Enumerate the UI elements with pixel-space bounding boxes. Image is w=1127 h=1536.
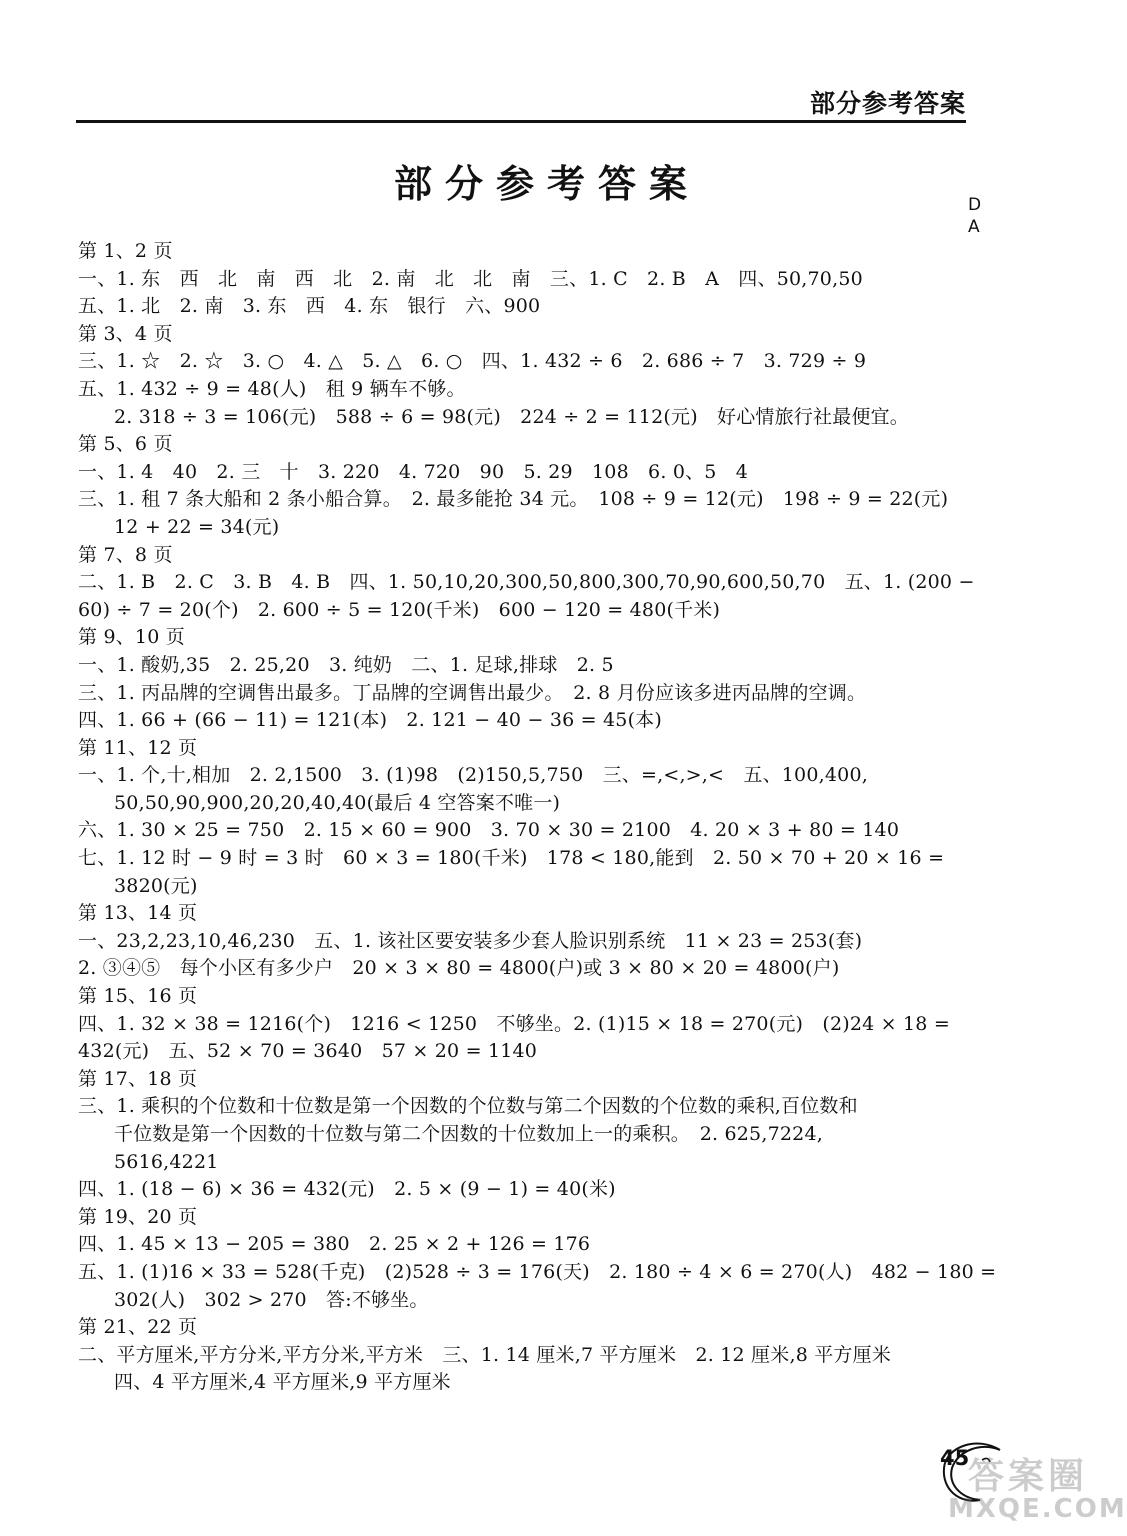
answer-line: 三、1. 丙品牌的空调售出最多。丁品牌的空调售出最少。 2. 8 月份应该多进丙品牌的空调。	[78, 681, 867, 704]
answer-line: 三、1. ☆ 2. ☆ 3. ○ 4. △ 5. △ 6. ○ 四、1. 432 ÷ 6 2. 686 ÷ 7 3. 729 ÷ 9	[78, 350, 867, 373]
answer-line: 一、23,2,23,10,46,230 五、1. 该社区要安装多少套人脸识别系统 11 × 23 = 253(套)	[78, 929, 863, 952]
answer-list	[78, 238, 997, 1397]
answer-line: 12 + 22 = 34(元)	[114, 515, 280, 538]
section-heading: 第 15、16 页	[78, 985, 198, 1008]
section-heading: 第 9、10 页	[78, 626, 185, 649]
section-heading: 第 13、14 页	[78, 902, 198, 925]
section-heading: 第 1、2 页	[78, 240, 173, 262]
answer-line: 四、1. 32 × 38 = 1216(个) 1216 < 1250 不够坐。2. (1)15 × 18 = 270(元) (2)24 × 18 =	[78, 1012, 950, 1035]
answer-line: 三、1. 租 7 条大船和 2 条小船合算。 2. 最多能抢 34 元。 108 ÷ 9 = 12(元) 198 ÷ 9 = 22(元)	[78, 488, 949, 511]
page-number: 45	[940, 1446, 970, 1470]
answer-line: 千位数是第一个因数的十位数与第二个因数的十位数加上一的乘积。 2. 625,7224,	[114, 1123, 823, 1145]
section-heading: 第 17、18 页	[78, 1067, 198, 1090]
side-mark-letter: A	[968, 217, 980, 237]
answer-line: 50,50,90,900,20,20,40,40(最后 4 空答案不唯一)	[114, 791, 561, 814]
page-title: 部分参考答案	[393, 161, 700, 206]
watermark-text: 答案圈	[968, 1456, 1089, 1497]
answer-line: 432(元) 五、52 × 70 = 3640 57 × 20 = 1140	[78, 1040, 538, 1063]
answer-line: 四、1. (18 − 6) × 36 = 432(元) 2. 5 × (9 − 1) = 40(米)	[78, 1178, 616, 1201]
answer-line: 二、平方厘米,平方分米,平方分米,平方米 三、1. 14 厘米,7 平方厘米 2. 12 厘米,8 平方厘米	[78, 1343, 892, 1366]
answer-line: 五、1. 北 2. 南 3. 东 西 4. 东 银行 六、900	[78, 295, 541, 318]
side-mark	[968, 194, 981, 238]
answer-line: 5616,4221	[114, 1150, 219, 1173]
section-heading: 第 5、6 页	[78, 433, 173, 456]
answer-line: 一、1. 个,十,相加 2. 2,1500 3. (1)98 (2)150,5,750 三、=,<,>,< 五、100,400,	[78, 764, 868, 787]
answer-line: 二、1. B 2. C 3. B 4. B 四、1. 50,10,20,300,50,800,300,70,90,600,50,70 五、1. (200 −	[78, 571, 975, 594]
section-heading: 第 11、12 页	[78, 736, 198, 759]
answer-line: 302(人) 302 > 270 答:不够坐。	[114, 1288, 429, 1311]
answer-line: 六、1. 30 × 25 = 750 2. 15 × 60 = 900 3. 70 × 30 = 2100 4. 20 × 3 + 80 = 140	[78, 819, 900, 842]
watermark-url: MXQE.COM	[948, 1494, 1127, 1524]
section-heading: 第 19、20 页	[78, 1205, 198, 1228]
answer-line: 七、1. 12 时 − 9 时 = 3 时 60 × 3 = 180(千米) 178 < 180,能到 2. 50 × 70 + 20 × 16 =	[78, 847, 945, 870]
section-heading: 第 21、22 页	[78, 1316, 198, 1339]
answer-line: 四、4 平方厘米,4 平方厘米,9 平方厘米	[114, 1371, 451, 1394]
side-mark-letter: D	[968, 195, 982, 215]
answer-line: 五、1. (1)16 × 33 = 528(千克) (2)528 ÷ 3 = 176(天) 2. 180 ÷ 4 × 6 = 270(人) 482 − 180 =	[78, 1260, 997, 1283]
answer-line: 四、1. 45 × 13 − 205 = 380 2. 25 × 2 + 126 = 176	[78, 1233, 591, 1256]
section-heading: 第 3、4 页	[78, 322, 173, 345]
answer-line: 一、1. 酸奶,35 2. 25,20 3. 纯奶 二、1. 足球,排球 2. 5	[78, 653, 614, 676]
answer-line: 五、1. 432 ÷ 9 = 48(人) 租 9 辆车不够。	[78, 377, 466, 400]
answer-line: 一、1. 4 40 2. 三 十 3. 220 4. 720 90 5. 29 108 6. 0、5 4	[78, 460, 749, 483]
running-header-title: 部分参考答案	[809, 89, 966, 118]
answer-line: 四、1. 66 + (66 − 11) = 121(本) 2. 121 − 40 − 36 = 45(本)	[78, 709, 662, 732]
answer-line: 3820(元)	[114, 874, 198, 897]
answer-line: 2. ③④⑤ 每个小区有多少户 20 × 3 × 80 = 4800(户)或 3 × 80 × 20 = 4800(户)	[78, 957, 840, 980]
answer-line: 一、1. 东 西 北 南 西 北 2. 南 北 北 南 三、1. C 2. B A 四、50,70,50	[78, 267, 863, 290]
answer-line: 三、1. 乘积的个位数和十位数是第一个因数的个位数与第二个因数的个位数的乘积,百位数和	[78, 1095, 858, 1118]
section-heading: 第 7、8 页	[78, 543, 173, 566]
answer-line: 2. 318 ÷ 3 = 106(元) 588 ÷ 6 = 98(元) 224 ÷ 2 = 112(元) 好心情旅行社最便宜。	[114, 405, 910, 428]
answer-line: 60) ÷ 7 = 20(个) 2. 600 ÷ 5 = 120(千米) 600 − 120 = 480(千米)	[78, 598, 721, 621]
header-rule	[76, 120, 966, 123]
